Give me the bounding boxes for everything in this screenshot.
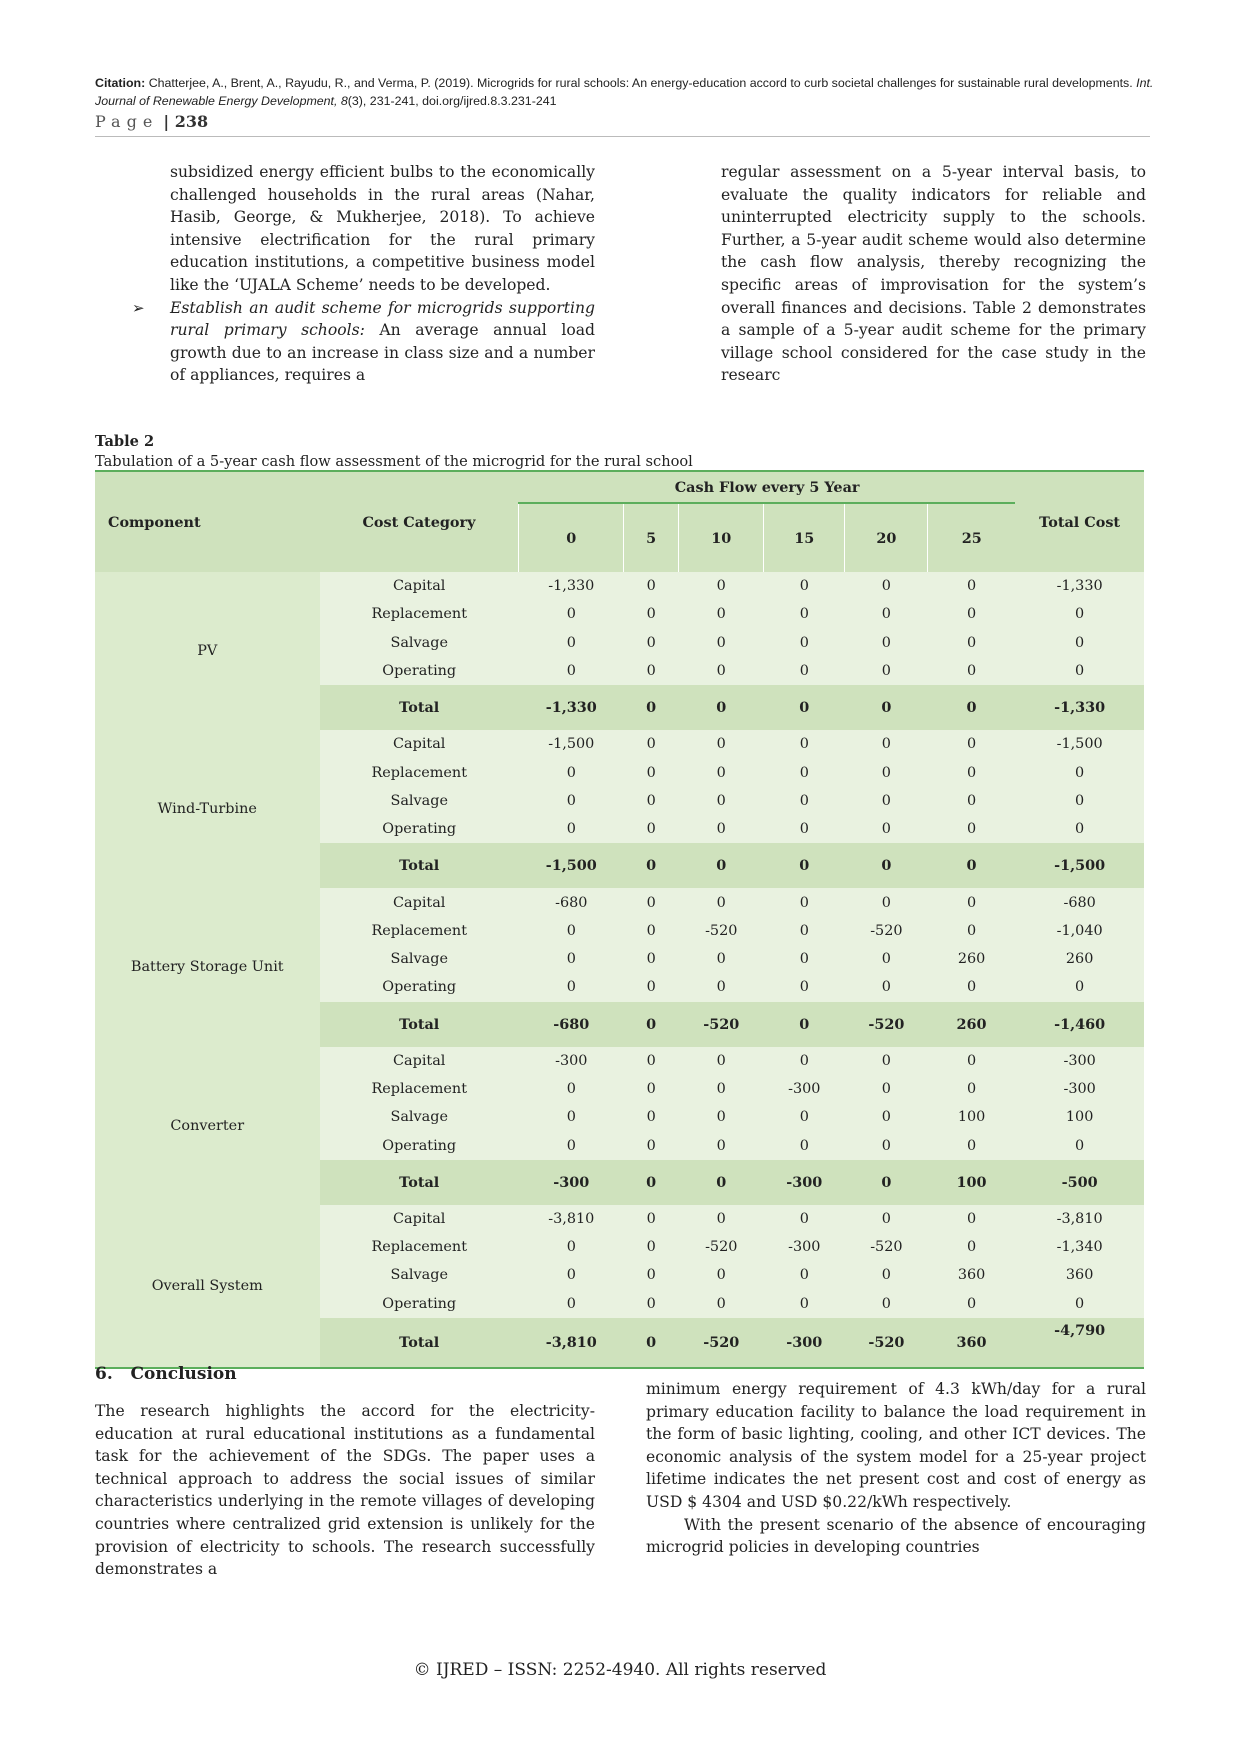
total-cost-cell: -300 — [1015, 1075, 1144, 1103]
value-cell: 0 — [764, 888, 845, 916]
value-cell: 0 — [679, 730, 764, 758]
value-cell: -680 — [519, 888, 624, 916]
value-cell: 0 — [845, 1131, 928, 1159]
grand-total-cell: -1,460 — [1015, 1002, 1144, 1047]
value-cell: 0 — [845, 787, 928, 815]
value-cell: -3,810 — [519, 1205, 624, 1233]
value-cell: 0 — [928, 1047, 1015, 1075]
value-cell: -1,330 — [519, 572, 624, 600]
cost-category-cell: Operating — [320, 1290, 519, 1318]
year-header: 5 — [624, 503, 679, 572]
value-cell: 0 — [845, 600, 928, 628]
total-value-cell: 0 — [679, 1160, 764, 1205]
value-cell: 0 — [928, 1205, 1015, 1233]
cost-category-cell: Replacement — [320, 917, 519, 945]
year-header: 25 — [928, 503, 1015, 572]
total-value-cell: 0 — [845, 685, 928, 730]
total-value-cell: -1,500 — [519, 843, 624, 888]
conclusion-right-column — [646, 1378, 1146, 1559]
value-cell: 0 — [928, 787, 1015, 815]
value-cell: 0 — [845, 1075, 928, 1103]
grand-total-cell: -1,330 — [1015, 685, 1144, 730]
total-value-cell: -300 — [764, 1318, 845, 1368]
total-value-cell: 0 — [624, 1160, 679, 1205]
value-cell: 0 — [624, 1290, 679, 1318]
right-paragraph: regular assessment on a 5-year interval basis, to evaluate the quality indicators for reliable and uninterrupted electricity supply to the schools. Further, a 5-year audit scheme would also determine the cash flow analysis, thereby recognizing the specific areas of improvisation for the system’s overall finances and decisions. Table 2 demonstrates a sample of a 5-year audit scheme for the primary village school considered for the case study in the researc — [721, 163, 1146, 385]
total-value-cell: 0 — [845, 1160, 928, 1205]
value-cell: 0 — [519, 945, 624, 973]
value-cell: 0 — [519, 1290, 624, 1318]
value-cell: 0 — [764, 1205, 845, 1233]
value-cell: 0 — [764, 1103, 845, 1131]
total-value-cell: -3,810 — [519, 1318, 624, 1368]
value-cell: 0 — [764, 917, 845, 945]
total-value-cell: -520 — [679, 1318, 764, 1368]
cost-category-cell: Replacement — [320, 1075, 519, 1103]
grand-total-cell: -1,500 — [1015, 843, 1144, 888]
value-cell: 0 — [928, 730, 1015, 758]
value-cell: 0 — [679, 758, 764, 786]
value-cell: 0 — [519, 1131, 624, 1159]
page-word: Page — [95, 112, 159, 131]
value-cell: 0 — [764, 1261, 845, 1289]
value-cell: 0 — [845, 1205, 928, 1233]
header-total-cost: Total Cost — [1015, 471, 1144, 572]
component-cell: Converter — [95, 1047, 320, 1205]
journal-name: Int. Journal of Renewable Energy Development, 8 — [95, 76, 1154, 108]
value-cell: 0 — [624, 629, 679, 657]
cost-category-cell: Salvage — [320, 1103, 519, 1131]
left-column — [132, 161, 595, 387]
total-label-cell: Total — [320, 1318, 519, 1368]
value-cell: 0 — [845, 1290, 928, 1318]
table-label: Table 2 — [95, 433, 155, 450]
value-cell: 0 — [764, 787, 845, 815]
value-cell: 0 — [624, 600, 679, 628]
value-cell: 0 — [845, 1103, 928, 1131]
journal-details: (3), 231-241, doi.org/ijred.8.3.231-241 — [347, 94, 557, 108]
page-header — [95, 112, 1150, 137]
value-cell: 0 — [624, 1131, 679, 1159]
citation-label: Citation: — [95, 76, 146, 90]
section-heading: 6. Conclusion — [95, 1364, 237, 1384]
page-footer: © IJRED – ISSN: 2252-4940. All rights reserved — [413, 1660, 827, 1680]
value-cell: 0 — [845, 1047, 928, 1075]
value-cell: 0 — [624, 1205, 679, 1233]
value-cell: 0 — [845, 758, 928, 786]
component-cell: Battery Storage Unit — [95, 888, 320, 1046]
value-cell: 0 — [519, 917, 624, 945]
value-cell: -520 — [679, 917, 764, 945]
table-row — [95, 888, 1144, 916]
citation-text: Chatterjee, A., Brent, A., Rayudu, R., and Verma, P. (2019). Microgrids for rural schools: An energy-education accord to curb societal challenges for sustainable rural developments. — [148, 76, 1133, 90]
conclusion-right-text: minimum energy requirement of 4.3 kWh/day for a rural primary education facility to balance the load requirement in the form of basic lighting, cooling, and other ICT devices. The economic analysis of the system model for a 25-year project lifetime indicates the net present cost and cost of energy as USD $ 4304 and USD $0.22/kWh respectively. — [646, 1380, 1146, 1511]
value-cell: 0 — [764, 629, 845, 657]
total-value-cell: 0 — [624, 1002, 679, 1047]
value-cell: 0 — [519, 1261, 624, 1289]
total-value-cell: -520 — [679, 1002, 764, 1047]
value-cell: 0 — [928, 1131, 1015, 1159]
value-cell: 0 — [928, 572, 1015, 600]
value-cell: 0 — [519, 1233, 624, 1261]
value-cell: 260 — [928, 945, 1015, 973]
total-value-cell: 0 — [679, 843, 764, 888]
total-cost-cell: -1,330 — [1015, 572, 1144, 600]
total-label-cell: Total — [320, 1002, 519, 1047]
value-cell: -300 — [764, 1233, 845, 1261]
total-cost-cell: -1,340 — [1015, 1233, 1144, 1261]
table-caption-text: Tabulation of a 5-year cash flow assessment of the microgrid for the rural school — [95, 453, 693, 470]
total-cost-cell: 0 — [1015, 600, 1144, 628]
conclusion-left-text: The research highlights the accord for the electricity-education at rural educational institutions as a fundamental task for the achievement of the SDGs. The paper uses a technical approach to address the social issues of similar characteristics underlying in the remote villages of developing countries where centralized grid extension is unlikely for the provision of electricity to schools. The research successfully demonstrates a — [95, 1402, 595, 1579]
total-cost-cell: 0 — [1015, 758, 1144, 786]
total-cost-cell: 0 — [1015, 1131, 1144, 1159]
total-cost-cell: 0 — [1015, 815, 1144, 843]
bullet-title: Establish an audit scheme for microgrids supporting rural primary schools: — [170, 298, 595, 340]
value-cell: 0 — [845, 629, 928, 657]
cost-category-cell: Salvage — [320, 629, 519, 657]
value-cell: 0 — [679, 600, 764, 628]
header-component: Component — [95, 471, 320, 572]
value-cell: 0 — [928, 600, 1015, 628]
value-cell: 0 — [679, 1103, 764, 1131]
total-value-cell: -300 — [519, 1160, 624, 1205]
total-cost-cell: -1,040 — [1015, 917, 1144, 945]
value-cell: 0 — [679, 815, 764, 843]
value-cell: -520 — [679, 1233, 764, 1261]
value-cell: 0 — [764, 1131, 845, 1159]
value-cell: 0 — [764, 973, 845, 1001]
value-cell: 0 — [679, 787, 764, 815]
total-cost-cell: 0 — [1015, 1290, 1144, 1318]
header-cash-flow: Cash Flow every 5 Year — [519, 471, 1015, 503]
cost-category-cell: Salvage — [320, 945, 519, 973]
table-caption — [95, 432, 693, 472]
value-cell: 0 — [679, 1205, 764, 1233]
year-header: 20 — [845, 503, 928, 572]
value-cell: 0 — [519, 657, 624, 685]
cost-category-cell: Capital — [320, 888, 519, 916]
citation — [95, 74, 1155, 110]
value-cell: 0 — [519, 600, 624, 628]
value-cell: 0 — [845, 973, 928, 1001]
value-cell: 0 — [845, 730, 928, 758]
value-cell: 0 — [624, 888, 679, 916]
total-value-cell: 360 — [928, 1318, 1015, 1368]
value-cell: 0 — [519, 1103, 624, 1131]
value-cell: 0 — [928, 629, 1015, 657]
conclusion-right-text-2: With the present scenario of the absence of encouraging microgrid policies in developing countries — [646, 1515, 1146, 1557]
table-body — [95, 572, 1144, 1368]
cost-category-cell: Capital — [320, 1205, 519, 1233]
total-value-cell: 0 — [624, 685, 679, 730]
value-cell: 0 — [764, 572, 845, 600]
value-cell: 0 — [679, 888, 764, 916]
cost-category-cell: Capital — [320, 572, 519, 600]
value-cell: 0 — [845, 815, 928, 843]
value-cell: 0 — [845, 888, 928, 916]
total-value-cell: 0 — [624, 843, 679, 888]
value-cell: 0 — [679, 1290, 764, 1318]
total-cost-cell: 360 — [1015, 1261, 1144, 1289]
value-cell: 0 — [764, 730, 845, 758]
conclusion-left-column — [95, 1400, 595, 1581]
total-cost-cell: 0 — [1015, 657, 1144, 685]
value-cell: -300 — [764, 1075, 845, 1103]
value-cell: 0 — [679, 629, 764, 657]
value-cell: 0 — [624, 1047, 679, 1075]
year-header: 10 — [679, 503, 764, 572]
value-cell: 0 — [928, 815, 1015, 843]
total-value-cell: 0 — [679, 685, 764, 730]
value-cell: 360 — [928, 1261, 1015, 1289]
value-cell: 0 — [928, 1233, 1015, 1261]
grand-total-cell: -4,790 — [1015, 1318, 1144, 1368]
value-cell: 0 — [928, 657, 1015, 685]
cost-category-cell: Replacement — [320, 600, 519, 628]
value-cell: 0 — [928, 758, 1015, 786]
total-value-cell: 0 — [764, 1002, 845, 1047]
component-cell: Wind-Turbine — [95, 730, 320, 888]
cash-flow-table — [95, 470, 1144, 1369]
value-cell: 0 — [928, 1290, 1015, 1318]
value-cell: 0 — [679, 945, 764, 973]
value-cell: 0 — [624, 945, 679, 973]
total-value-cell: 100 — [928, 1160, 1015, 1205]
cost-category-cell: Capital — [320, 1047, 519, 1075]
value-cell: 0 — [928, 917, 1015, 945]
total-value-cell: 0 — [764, 685, 845, 730]
bullet-item — [132, 297, 595, 387]
value-cell: 0 — [679, 1131, 764, 1159]
total-value-cell: -520 — [845, 1002, 928, 1047]
cost-category-cell: Operating — [320, 1131, 519, 1159]
value-cell: 0 — [624, 1233, 679, 1261]
value-cell: 0 — [845, 657, 928, 685]
component-cell: Overall System — [95, 1205, 320, 1368]
total-value-cell: -680 — [519, 1002, 624, 1047]
total-cost-cell: -3,810 — [1015, 1205, 1144, 1233]
value-cell: 100 — [928, 1103, 1015, 1131]
value-cell: 0 — [679, 1075, 764, 1103]
value-cell: -520 — [845, 1233, 928, 1261]
table-row — [95, 1047, 1144, 1075]
value-cell: 0 — [928, 1075, 1015, 1103]
value-cell: 0 — [679, 1047, 764, 1075]
value-cell: 0 — [624, 787, 679, 815]
cost-category-cell: Salvage — [320, 1261, 519, 1289]
value-cell: 0 — [624, 730, 679, 758]
value-cell: 0 — [624, 1075, 679, 1103]
total-value-cell: -1,330 — [519, 685, 624, 730]
value-cell: 0 — [764, 945, 845, 973]
year-header: 15 — [764, 503, 845, 572]
value-cell: 0 — [764, 600, 845, 628]
value-cell: 0 — [928, 973, 1015, 1001]
total-label-cell: Total — [320, 1160, 519, 1205]
value-cell: 0 — [624, 1261, 679, 1289]
total-cost-cell: 0 — [1015, 973, 1144, 1001]
total-value-cell: -520 — [845, 1318, 928, 1368]
total-label-cell: Total — [320, 685, 519, 730]
total-label-cell: Total — [320, 843, 519, 888]
value-cell: 0 — [845, 572, 928, 600]
total-cost-cell: -1,500 — [1015, 730, 1144, 758]
grand-total-cell: -500 — [1015, 1160, 1144, 1205]
value-cell: 0 — [624, 1103, 679, 1131]
value-cell: 0 — [764, 815, 845, 843]
total-value-cell: 0 — [928, 685, 1015, 730]
value-cell: 0 — [764, 657, 845, 685]
value-cell: -1,500 — [519, 730, 624, 758]
value-cell: 0 — [679, 973, 764, 1001]
value-cell: 0 — [679, 572, 764, 600]
total-cost-cell: 260 — [1015, 945, 1144, 973]
total-cost-cell: 0 — [1015, 787, 1144, 815]
value-cell: 0 — [845, 945, 928, 973]
total-value-cell: 0 — [764, 843, 845, 888]
value-cell: 0 — [519, 973, 624, 1001]
value-cell: 0 — [519, 787, 624, 815]
value-cell: 0 — [928, 888, 1015, 916]
total-value-cell: 0 — [845, 843, 928, 888]
value-cell: 0 — [764, 1047, 845, 1075]
cost-category-cell: Capital — [320, 730, 519, 758]
total-cost-cell: -680 — [1015, 888, 1144, 916]
value-cell: -520 — [845, 917, 928, 945]
value-cell: -300 — [519, 1047, 624, 1075]
bullet-text: An average annual load growth due to an increase in class size and a number of appliances, requires a — [170, 321, 595, 385]
right-column — [721, 161, 1146, 387]
year-header: 0 — [519, 503, 624, 572]
header-cost-category: Cost Category — [320, 471, 519, 572]
total-value-cell: 260 — [928, 1002, 1015, 1047]
total-cost-cell: -300 — [1015, 1047, 1144, 1075]
left-paragraph: subsidized energy efficient bulbs to the economically challenged households in the rural areas (Nahar, Hasib, George, & Mukherjee, 2018). To achieve intensive electrification for the rural primary education institutions, a competitive business model like the ‘UJALA Scheme’ needs to be developed. — [170, 163, 595, 294]
arrow-bullet-icon: ➢ — [132, 298, 145, 317]
value-cell: 0 — [764, 1290, 845, 1318]
table-row — [95, 572, 1144, 600]
total-value-cell: 0 — [928, 843, 1015, 888]
value-cell: 0 — [679, 657, 764, 685]
value-cell: 0 — [519, 629, 624, 657]
component-cell: PV — [95, 572, 320, 730]
cost-category-cell: Replacement — [320, 1233, 519, 1261]
table-row — [95, 730, 1144, 758]
total-value-cell: 0 — [624, 1318, 679, 1368]
total-cost-cell: 100 — [1015, 1103, 1144, 1131]
value-cell: 0 — [519, 1075, 624, 1103]
value-cell: 0 — [519, 815, 624, 843]
cost-category-cell: Replacement — [320, 758, 519, 786]
value-cell: 0 — [845, 1261, 928, 1289]
cost-category-cell: Operating — [320, 657, 519, 685]
table-row — [95, 1205, 1144, 1233]
value-cell: 0 — [624, 758, 679, 786]
total-value-cell: -300 — [764, 1160, 845, 1205]
cost-category-cell: Salvage — [320, 787, 519, 815]
value-cell: 0 — [624, 572, 679, 600]
value-cell: 0 — [624, 815, 679, 843]
value-cell: 0 — [519, 758, 624, 786]
page-number: | 238 — [163, 112, 209, 131]
value-cell: 0 — [624, 657, 679, 685]
value-cell: 0 — [679, 1261, 764, 1289]
cost-category-cell: Operating — [320, 973, 519, 1001]
value-cell: 0 — [624, 973, 679, 1001]
cost-category-cell: Operating — [320, 815, 519, 843]
value-cell: 0 — [624, 917, 679, 945]
total-cost-cell: 0 — [1015, 629, 1144, 657]
value-cell: 0 — [764, 758, 845, 786]
